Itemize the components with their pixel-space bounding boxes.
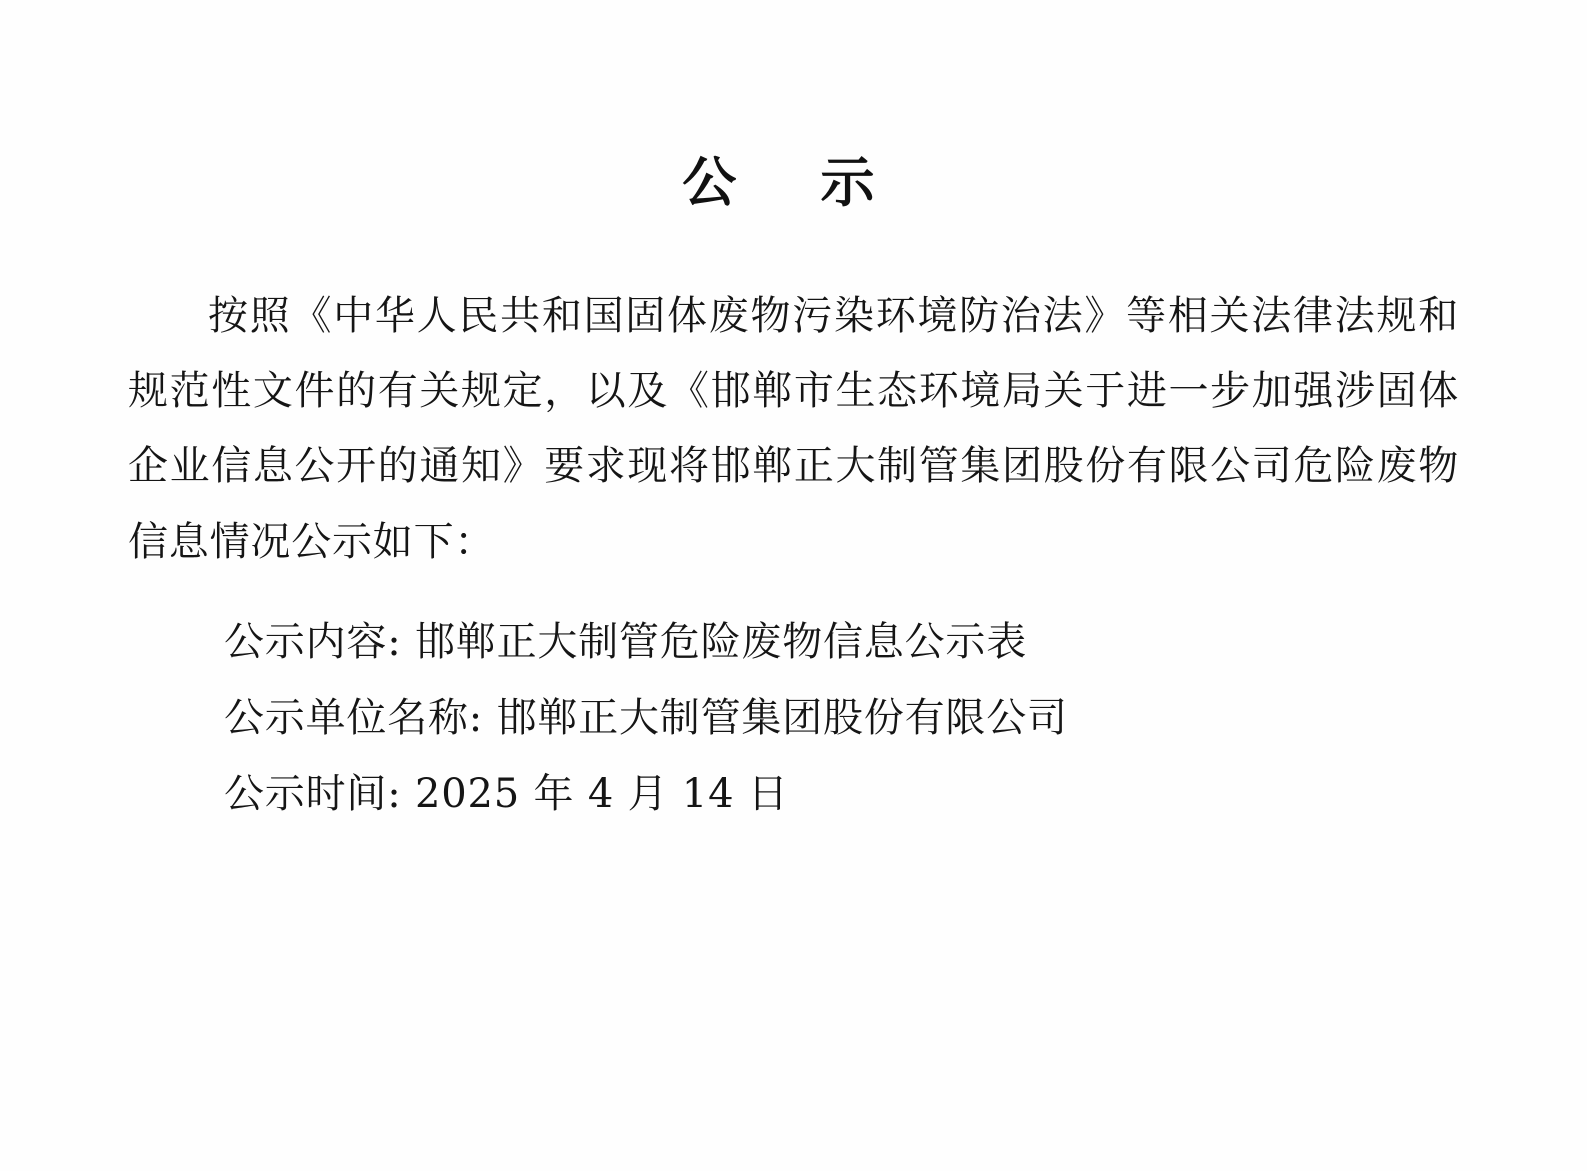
detail-label-content: 公示内容: xyxy=(224,618,402,665)
list-item xyxy=(128,756,1459,832)
list-item xyxy=(128,580,1459,680)
intro-paragraph: 按照《中华人民共和国固体废物污染环境防治法》等相关法律法规和规范性文件的有关规定，以及《邯郸市生态环境局关于进一步加强涉固体企业信息公开的通知》要求现将邯郸正大制管集团股份有限公司危险废物信息情况公示如下： xyxy=(128,293,1459,565)
page-title: 公 示 xyxy=(682,150,890,214)
detail-value-unit: 邯郸正大制管集团股份有限公司 xyxy=(496,694,1068,741)
detail-value-content: 邯郸正大制管危险废物信息公示表 xyxy=(415,618,1027,665)
detail-label-unit: 公示单位名称: xyxy=(224,694,484,741)
list-item xyxy=(128,680,1459,756)
detail-value-date: 2025 年 4 月 14 日 xyxy=(415,770,789,817)
document-body xyxy=(0,217,1587,832)
detail-list xyxy=(128,580,1459,832)
detail-label-date: 公示时间: xyxy=(224,770,402,817)
